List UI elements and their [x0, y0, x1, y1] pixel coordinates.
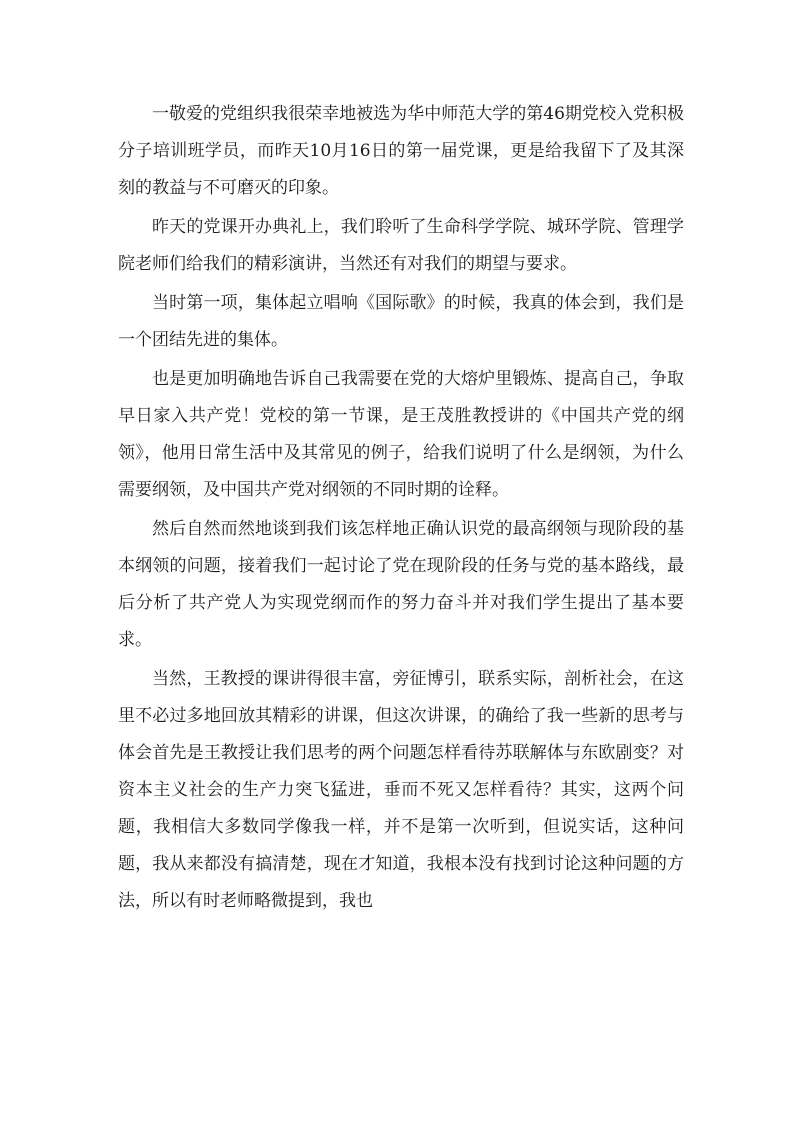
document-body — [118, 96, 684, 922]
paragraph-6: 当然，王教授的课讲得很丰富，旁征博引，联系实际，剖析社会，在这里不必过多地回放其精彩的讲课，但这次讲课，的确给了我一些新的思考与体会首先是王教授让我们思考的两个问题怎样看待苏联解体与东欧剧变？对资本主义社会的生产力突飞猛进，垂而不死又怎样看待？其实，这两个问题，我相信大多数同学像我一样，并不是第一次听到，但说实话，这种问题，我从来都没有搞清楚，现在才知道，我根本没有找到讨论这种问题的方法，所以有时老师略微提到，我也 — [118, 669, 684, 911]
paragraph-4: 也是更加明确地告诉自己我需要在党的大熔炉里锻炼、提高自己，争取早日家入共产党！党校的第一节课，是王茂胜教授讲的《中国共产党的纲领》，他用日常生活中及其常见的例子，给我们说明了什么是纲领，为什么需要纲领，及中国共产党对纲领的不同时期的诠释。 — [118, 369, 684, 500]
paragraph-5: 然后自然而然地谈到我们该怎样地正确认识党的最高纲领与现阶段的基本纲领的问题，接着我们一起讨论了党在现阶段的任务与党的基本路线，最后分析了共产党人为实现党纲而作的努力奋斗并对我们学生提出了基本要求。 — [118, 519, 684, 650]
paragraph-3: 当时第一项，集体起立唱响《国际歌》的时候，我真的体会到，我们是一个团结先进的集体。 — [118, 293, 684, 350]
paragraph-1: 一敬爱的党组织我很荣幸地被选为华中师范大学的第46期党校入党积极分子培训班学员，而昨天10月16日的第一届党课，更是给我留下了及其深刻的教益与不可磨灭的印象。 — [118, 104, 684, 198]
paragraph-2: 昨天的党课开办典礼上，我们聆听了生命科学学院、城环学院、管理学院老师们给我们的精彩演讲，当然还有对我们的期望与要求。 — [118, 217, 684, 274]
